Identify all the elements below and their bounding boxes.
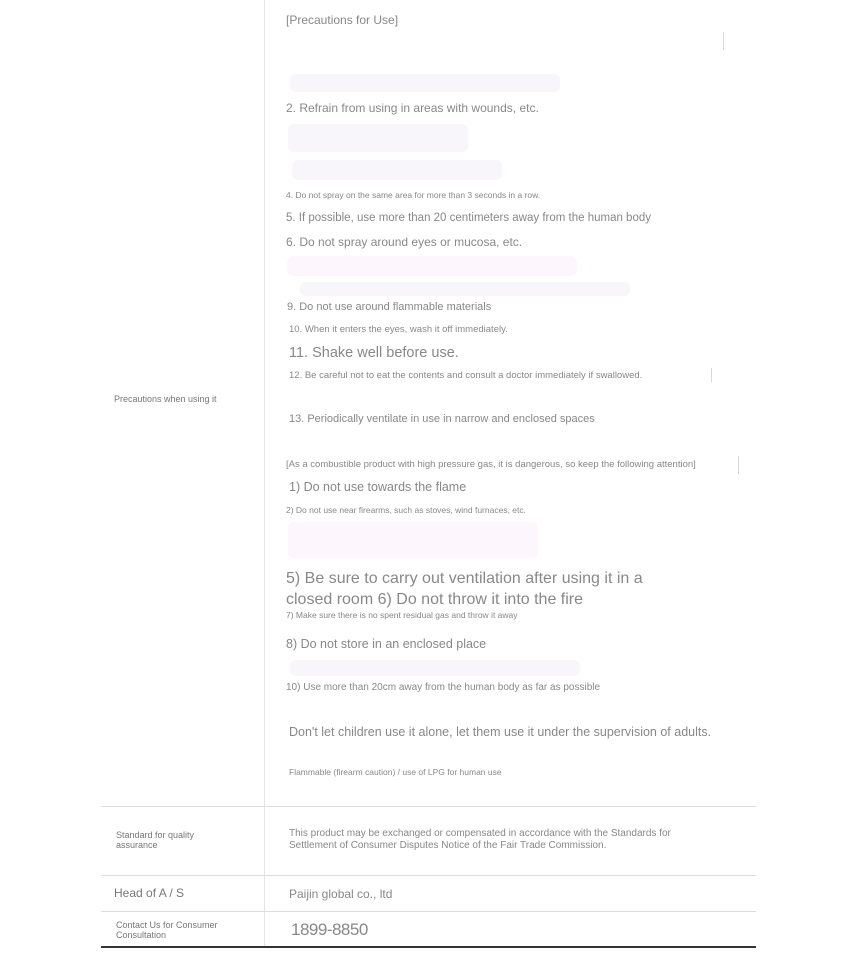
combustible-item-8: 8) Do not store in an enclosed place [286,637,487,651]
precaution-item-2: 2. Refrain from using in areas with wounds, etc. [286,101,539,115]
combustible-item-1: 1) Do not use towards the flame [289,480,467,494]
combustible-item-7: 7) Make sure there is no spent residual gas and throw it away [286,610,518,620]
scan-mark [738,456,739,474]
precaution-item-11: 11. Shake well before use. [289,345,459,361]
row-divider-contact [101,911,756,912]
faded-text-smudge [288,522,538,558]
precaution-item-12: 12. Be careful not to eat the contents and consult a doctor immediately if swallowed. [289,370,643,381]
precaution-item-9: 9. Do not use around flammable materials [287,301,492,313]
quality-assurance-text: This product may be exchanged or compensated in accordance with the Standards for Settlement of Consumer Disputes Notice of the Fair Trade Commission. [289,828,671,851]
faded-text-smudge [300,282,630,296]
head-value: Paijin global co., ltd [289,887,393,901]
precaution-item-13: 13. Periodically ventilate in use in narrow and enclosed spaces [289,413,595,425]
combustible-item-5-6: 5) Be sure to carry out ventilation after using it in a closed room 6) Do not throw it into the fire [286,570,643,608]
scan-mark [711,368,712,382]
faded-text-smudge [290,74,560,92]
label-precautions: Precautions when using it [114,394,217,404]
faded-text-smudge [287,256,577,276]
label-quality-assurance: Standard for quality assurance [116,830,195,851]
children-warning: Don't let children use it alone, let them use it under the supervision of adults. [289,725,712,739]
label-contact: Contact Us for Consumer Consultation [116,920,218,941]
row-divider-head [101,875,756,876]
label-head-as: Head of A / S [114,886,185,900]
precaution-item-4: 4. Do not spray on the same area for more than 3 seconds in a row. [286,190,541,200]
combustible-heading: [As a combustible product with high pressure gas, it is dangerous, so keep the following attention] [286,459,696,470]
table-bottom-border [101,946,756,948]
combustible-item-2: 2) Do not use near firearms, such as stoves, wind furnaces, etc. [286,505,526,515]
row-divider-quality [101,806,756,807]
precaution-item-10: 10. When it enters the eyes, wash it off immediately. [289,324,508,335]
faded-text-smudge [292,160,502,180]
flammable-warning: Flammable (firearm caution) / use of LPG for human use [289,767,502,777]
combustible-item-10: 10) Use more than 20cm away from the human body as far as possible [286,682,601,693]
precaution-item-6: 6. Do not spray around eyes or mucosa, etc. [286,235,523,249]
column-divider [264,0,265,947]
precaution-item-5: 5. If possible, use more than 20 centimeters away from the human body [286,212,651,224]
faded-text-smudge [288,124,468,152]
scan-mark [723,32,724,50]
faded-text-smudge [290,660,580,676]
precautions-heading: [Precautions for Use] [286,13,399,27]
contact-phone: 1899-8850 [291,920,368,939]
